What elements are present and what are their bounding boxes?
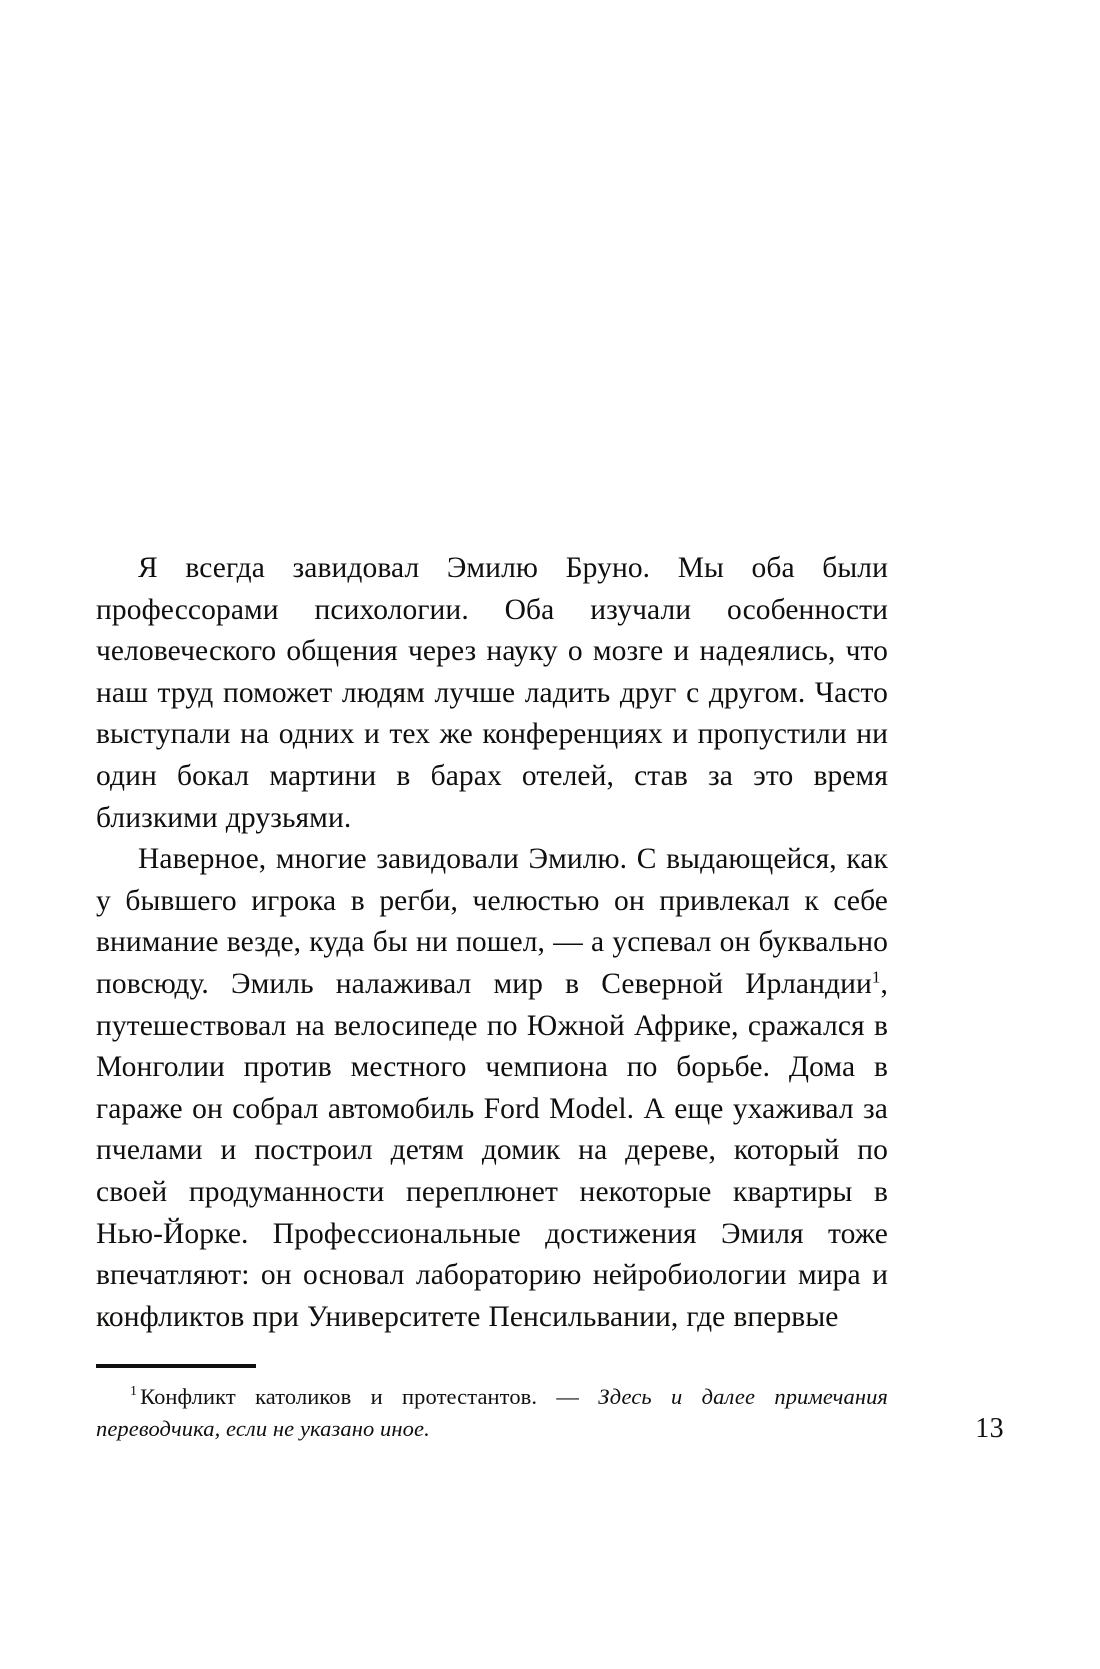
footnote-marker-1: 1 bbox=[130, 1384, 138, 1400]
body-text-column bbox=[96, 548, 888, 1338]
footnote-separator-rule bbox=[96, 1364, 256, 1368]
page-number: 13 bbox=[975, 1413, 1004, 1444]
body-paragraph-1: Я всегда завидовал Эмилю Бруно. Мы оба были профессорами психологии. Оба изучали особенности человеческого общения через науку о мозге и надеялись, что наш труд поможет людям лучше ладить друг с другом. Часто выступали на одних и тех же конференциях и пропустили ни один бокал мартини в барах отелей, став за это время близкими друзьями. bbox=[96, 552, 888, 834]
footnote-entry-1 bbox=[96, 1381, 888, 1445]
paragraph-2-text-before-footnote: Наверное, многие завидовали Эмилю. С выдающейся, как у бывшего игрока в регби, челюстью он привлекал к себе внимание везде, куда бы ни пошел, — а успевал он буквально повсюду. Эмиль налаживал мир в Северной Ирландии bbox=[96, 843, 888, 1000]
footnote-text-italic: Здесь и далее примечания переводчика, если не указано иное. bbox=[96, 1384, 888, 1441]
footnote-text-roman: Конфликт католиков и протестантов. — bbox=[140, 1384, 599, 1409]
footnote-reference-1[interactable]: 1 bbox=[871, 967, 881, 987]
body-paragraph-2 bbox=[96, 839, 888, 1338]
paragraph-2-text-after-footnote: , путешествовал на велосипеде по Южной Африке, сражался в Монголии против местного чемпиона по борьбе. Дома в гараже он собрал автомобиль Ford Model. А еще ухаживал за пчелами и построил детям домик на дереве, который по своей продуманности переплюнет некоторые квартиры в Нью-Йорке. Профессиональные достижения Эмиля тоже впечатляют: он основал лабораторию нейробиологии мира и конфликтов при Университете Пенсильвании, где впервые bbox=[96, 967, 888, 1333]
footnote-area bbox=[96, 1364, 888, 1445]
